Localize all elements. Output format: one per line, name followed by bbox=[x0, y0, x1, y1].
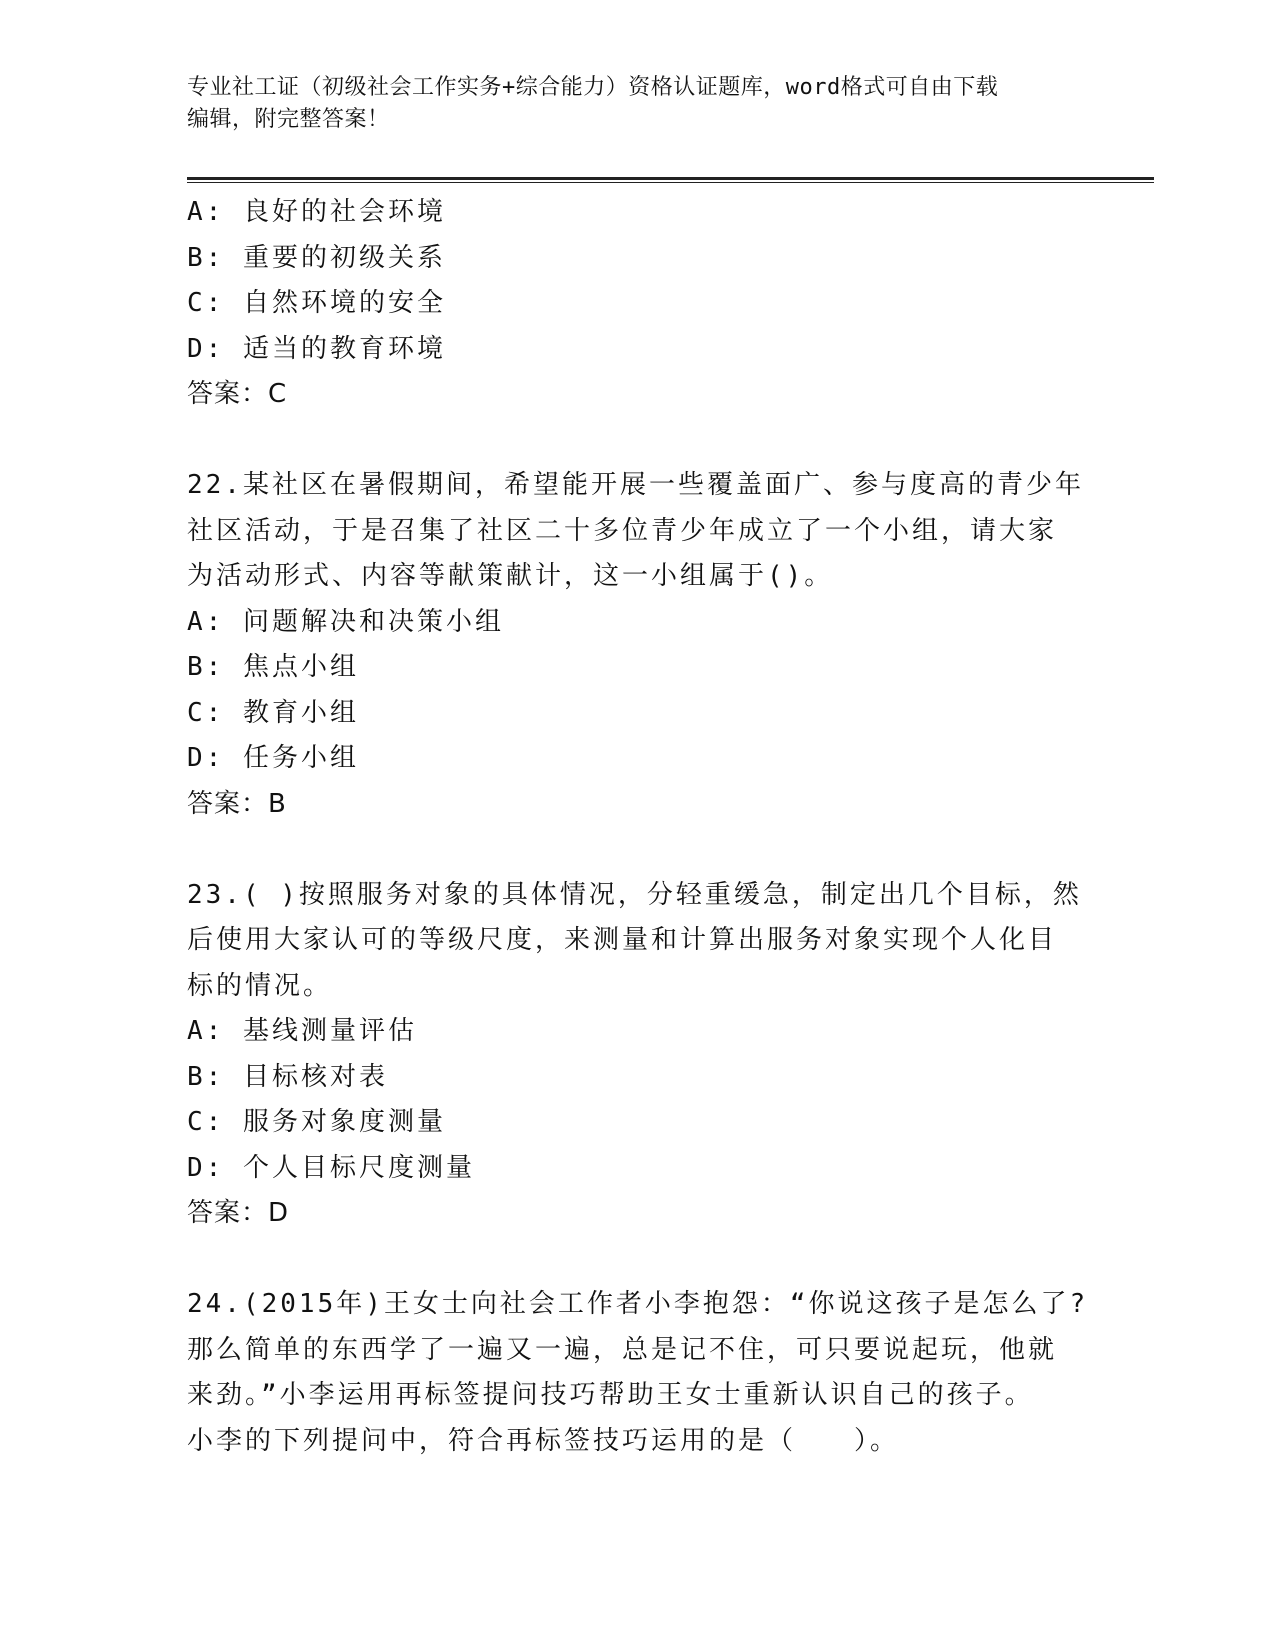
spacer bbox=[187, 1237, 1087, 1283]
document-header bbox=[187, 72, 1087, 136]
option-d: D: 任务小组 bbox=[187, 743, 359, 773]
option-b: B: 目标核对表 bbox=[187, 1061, 388, 1092]
header-rule-thin bbox=[187, 182, 1154, 183]
option-a: A: 良好的社会环境 bbox=[187, 197, 446, 227]
question-24 bbox=[187, 1282, 1087, 1464]
document-body bbox=[187, 190, 1087, 1464]
option-d: D: 个人目标尺度测量 bbox=[187, 1152, 475, 1183]
option-a: A: 问题解决和决策小组 bbox=[187, 606, 504, 637]
spacer bbox=[187, 418, 1087, 464]
option-b: B: 焦点小组 bbox=[187, 652, 359, 682]
question-23-answer: 答案：D bbox=[187, 1198, 290, 1228]
question-24-stem-line1: 24.(2015年)王女士向社会工作者小李抱怨：“你说这孩子是怎么了? bbox=[187, 1289, 1089, 1319]
option-c: C: 自然环境的安全 bbox=[187, 288, 446, 318]
header-title-line1: 专业社工证（初级社会工作实务+综合能力）资格认证题库，word格式可自由下载 bbox=[187, 75, 999, 100]
question-23 bbox=[187, 873, 1087, 1237]
question-24-stem-line4: 小李的下列提问中，符合再标签技巧运用的是（ ）。 bbox=[187, 1425, 900, 1456]
question-23-stem-line1: 23.( )按照服务对象的具体情况，分轻重缓急，制定出几个目标，然 bbox=[187, 879, 1082, 910]
option-c: C: 服务对象度测量 bbox=[187, 1107, 446, 1137]
question-22-stem-line2: 社区活动，于是召集了社区二十多位青少年成立了一个小组，请大家 bbox=[187, 515, 1058, 546]
header-rule-thick bbox=[187, 177, 1154, 180]
question-24-stem-line3: 来劲。”小李运用再标签提问技巧帮助王女士重新认识自己的孩子。 bbox=[187, 1380, 1034, 1410]
question-24-stem-line2: 那么简单的东西学了一遍又一遍，总是记不住，可只要说起玩，他就 bbox=[187, 1334, 1058, 1365]
question-23-stem-line3: 标的情况。 bbox=[187, 970, 333, 1001]
question-22 bbox=[187, 463, 1087, 827]
option-d: D: 适当的教育环境 bbox=[187, 333, 446, 364]
question-21-options bbox=[187, 190, 1087, 372]
header-title-line2: 编辑，附完整答案！ bbox=[187, 107, 390, 132]
question-22-answer: 答案：B bbox=[187, 788, 287, 819]
option-b: B: 重要的初级关系 bbox=[187, 242, 446, 273]
option-c: C: 教育小组 bbox=[187, 697, 359, 728]
question-23-stem-line2: 后使用大家认可的等级尺度，来测量和计算出服务对象实现个人化目 bbox=[187, 925, 1058, 955]
spacer bbox=[187, 827, 1087, 873]
question-22-stem-line1: 22.某社区在暑假期间，希望能开展一些覆盖面广、参与度高的青少年 bbox=[187, 470, 1084, 500]
question-21-answer: 答案：C bbox=[187, 379, 288, 409]
question-22-stem-line3: 为活动形式、内容等献策献计，这一小组属于()。 bbox=[187, 561, 834, 591]
option-a: A: 基线测量评估 bbox=[187, 1016, 417, 1046]
